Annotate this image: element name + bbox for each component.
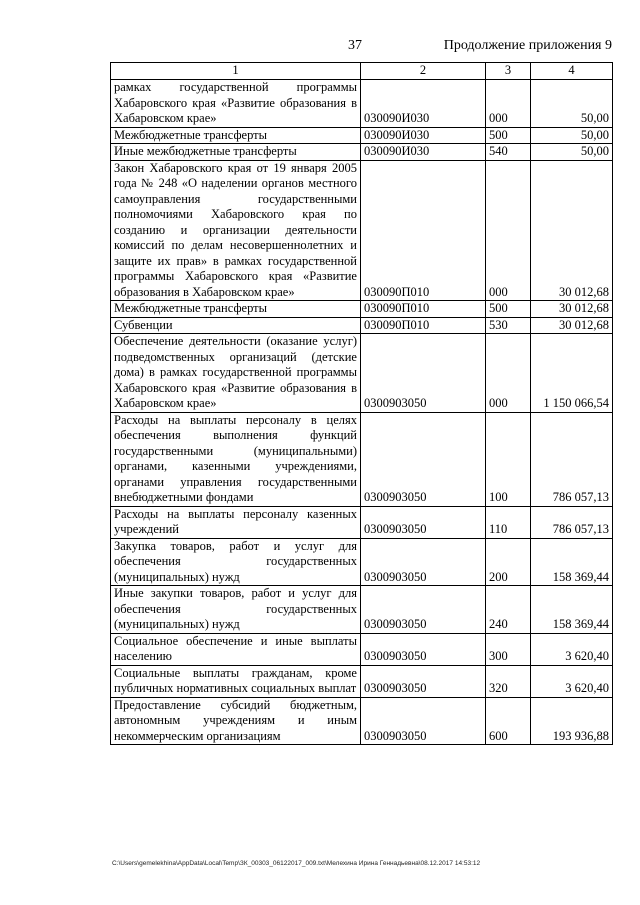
row-kind: 000	[486, 334, 531, 413]
row-kind: 600	[486, 697, 531, 745]
table-row	[111, 697, 613, 745]
row-amount: 158 369,44	[531, 586, 613, 634]
column-header-1: 1	[111, 63, 361, 80]
table-row	[111, 633, 613, 665]
row-kind: 000	[486, 80, 531, 128]
row-amount: 1 150 066,54	[531, 334, 613, 413]
table-row	[111, 144, 613, 161]
table-row	[111, 160, 613, 301]
column-header-4: 4	[531, 63, 613, 80]
page-number: 37	[348, 38, 362, 53]
row-code: 0300903050	[361, 697, 486, 745]
row-code: 030090И030	[361, 80, 486, 128]
row-kind: 500	[486, 127, 531, 144]
row-amount: 50,00	[531, 144, 613, 161]
row-amount: 30 012,68	[531, 160, 613, 301]
row-kind: 110	[486, 506, 531, 538]
row-name: Расходы на выплаты персоналу в целях обеспечения выполнения функций государственными (муниципальными) органами, казенными учреждениями, органами управления государственными внебюджетными фондами	[111, 412, 361, 506]
row-code: 0300903050	[361, 412, 486, 506]
row-amount: 3 620,40	[531, 665, 613, 697]
row-code: 030090И030	[361, 144, 486, 161]
table-row	[111, 334, 613, 413]
column-number-row	[111, 63, 613, 80]
table-row	[111, 80, 613, 128]
row-name: Обеспечение деятельности (оказание услуг) подведомственных организаций (детские дома) в рамках государственной программы Хабаровского края «Развитие образования в Хабаровском крае»	[111, 334, 361, 413]
row-kind: 000	[486, 160, 531, 301]
column-header-2: 2	[361, 63, 486, 80]
row-amount: 786 057,13	[531, 412, 613, 506]
row-name: Межбюджетные трансферты	[111, 127, 361, 144]
row-amount: 50,00	[531, 80, 613, 128]
row-kind: 500	[486, 301, 531, 318]
row-name: рамках государственной программы Хабаровского края «Развитие образования в Хабаровском крае»	[111, 80, 361, 128]
table-row	[111, 317, 613, 334]
row-code: 0300903050	[361, 538, 486, 586]
budget-table	[110, 62, 613, 745]
row-kind: 530	[486, 317, 531, 334]
row-name: Иные межбюджетные трансферты	[111, 144, 361, 161]
row-name: Социальное обеспечение и иные выплаты населению	[111, 633, 361, 665]
row-name: Закон Хабаровского края от 19 января 2005 года № 248 «О наделении органов местного самоуправления государственными полномочиями Хабаровского края по созданию и организации деятельности комиссий по делам несовершеннолетних и защите их прав» в рамках государственной программы Хабаровского края «Развитие образования в Хабаровском крае»	[111, 160, 361, 301]
document-footer-path: C:\Users\gemelekhina\AppData\Local\Temp\ЗК_00303_06122017_009.txt\Мелехина Ирина Геннадьевна\08.12.2017 14:53:12	[112, 860, 481, 867]
row-kind: 540	[486, 144, 531, 161]
row-name: Расходы на выплаты персоналу казенных учреждений	[111, 506, 361, 538]
row-name: Субвенции	[111, 317, 361, 334]
row-kind: 200	[486, 538, 531, 586]
table-row	[111, 301, 613, 318]
table-row	[111, 586, 613, 634]
row-code: 0300903050	[361, 633, 486, 665]
row-amount: 3 620,40	[531, 633, 613, 665]
row-code: 030090П010	[361, 301, 486, 318]
row-name: Иные закупки товаров, работ и услуг для обеспечения государственных (муниципальных) нужд	[111, 586, 361, 634]
row-kind: 240	[486, 586, 531, 634]
row-code: 030090П010	[361, 317, 486, 334]
row-amount: 193 936,88	[531, 697, 613, 745]
row-kind: 320	[486, 665, 531, 697]
row-amount: 158 369,44	[531, 538, 613, 586]
row-name: Социальные выплаты гражданам, кроме публичных нормативных социальных выплат	[111, 665, 361, 697]
row-kind: 100	[486, 412, 531, 506]
table-row	[111, 665, 613, 697]
row-code: 0300903050	[361, 334, 486, 413]
row-amount: 30 012,68	[531, 317, 613, 334]
table-row	[111, 127, 613, 144]
row-amount: 30 012,68	[531, 301, 613, 318]
row-amount: 50,00	[531, 127, 613, 144]
row-code: 0300903050	[361, 506, 486, 538]
row-name: Межбюджетные трансферты	[111, 301, 361, 318]
row-code: 0300903050	[361, 586, 486, 634]
table-row	[111, 538, 613, 586]
column-header-3: 3	[486, 63, 531, 80]
table-row	[111, 506, 613, 538]
table-row	[111, 412, 613, 506]
row-amount: 786 057,13	[531, 506, 613, 538]
row-name: Предоставление субсидий бюджетным, автономным учреждениям и иным некоммерческим организациям	[111, 697, 361, 745]
row-code: 030090И030	[361, 127, 486, 144]
row-code: 030090П010	[361, 160, 486, 301]
continuation-label: Продолжение приложения 9	[443, 38, 612, 53]
row-code: 0300903050	[361, 665, 486, 697]
row-kind: 300	[486, 633, 531, 665]
row-name: Закупка товаров, работ и услуг для обеспечения государственных (муниципальных) нужд	[111, 538, 361, 586]
